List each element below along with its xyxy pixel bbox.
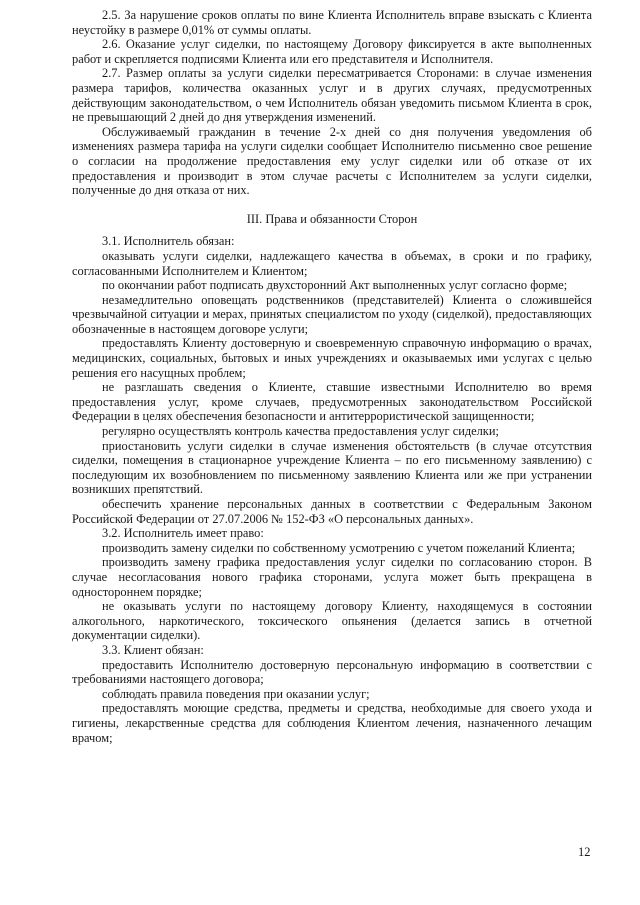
clause-3-1: 3.1. Исполнитель обязан: [102, 234, 235, 249]
list-item: по окончании работ подписать двухсторонний Акт выполненных услуг согласно форме; [102, 278, 568, 293]
list-item: предоставлять Клиенту достоверную и своевременную справочную информацию о врачах, медицинских, социальных, бытовых и иных учреждениях и оказываемых ими услугах с целью решения его насущных проблем; [72, 336, 592, 380]
section-title: III. Права и обязанности Сторон [246, 211, 418, 226]
list-item: незамедлительно оповещать родственников (представителей) Клиента о сложившейся чрезвычайной ситуации и мерах, принятых специалистом по уходу (сиделкой), предоставляющих обозначенные в настоящем договоре услуги; [72, 292, 592, 336]
clause-3-3: 3.3. Клиент обязан: [102, 642, 204, 657]
list-item: оказывать услуги сиделки, надлежащего качества в объемах, в сроки и по графику, согласованными Исполнителем и Клиентом; [72, 248, 592, 278]
list-item: приостановить услуги сиделки в случае изменения обстоятельств (в случае отсутствия сиделки, помещения в стационарное учреждение Клиента – по его письменному заявлению) с последующим их возобновлением по письменному заявлению Клиента или же при устранении возникших препятствий. [72, 438, 592, 497]
list-item: производить замену сиделки по собственному усмотрению с учетом пожеланий Клиента; [102, 540, 576, 555]
clause-2-5: 2.5. За нарушение сроков оплаты по вине Клиента Исполнитель вправе взыскать с Клиента неустойку в размере 0,01% от суммы оплаты. [72, 8, 592, 37]
list-item: обеспечить хранение персональных данных в соответствии с Федеральным Законом Российской Федерации от 27.07.2006 № 152-ФЗ «О персональных данных». [72, 497, 592, 526]
list-item: предоставить Исполнителю достоверную персональную информацию в соответствии с требованиями настоящего договора; [72, 657, 592, 687]
page-number: 12 [578, 845, 591, 859]
list-item: не разглашать сведения о Клиенте, ставшие известными Исполнителю во время предоставления услуг, кроме случаев, предусмотренных законодательством Российской Федерации в целях обеспечения безопасности и антитеррористической защищенности; [72, 380, 592, 424]
list-item: предоставлять моющие средства, предметы и средства, необходимые для своего ухода и гигиены, лекарственные средства для соблюдения Клиентом лечения, назначенного лечащим врачом; [72, 701, 592, 745]
clause-3-2: 3.2. Исполнитель имеет право: [102, 526, 264, 541]
clause-2-7: 2.7. Размер оплаты за услуги сиделки пересматривается Сторонами: в случае изменения размера тарифов, количества оказанных услуг и в других случаях, предусмотренных действующим законодательством, о чем Исполнитель обязан уведомить письмом Клиента в срок, не превышающий 2 дней до дня утверждения изменений. [72, 66, 592, 125]
document-page [72, 8, 592, 745]
spacer [72, 198, 592, 206]
list-item: соблюдать правила поведения при оказании услуг; [102, 686, 370, 701]
client-notice-paragraph: Обслуживаемый гражданин в течение 2-х дней со дня получения уведомления об изменениях размера тарифа на услуги сиделки сообщает Исполнителю письменно свое решение о согласии на продолжение предоставления ему услуг сиделки или об отказе от их предоставления и производит в этом случае расчеты с Исполнителем за услуги сиделки, полученные до дня отказа от них. [72, 124, 592, 198]
list-item: не оказывать услуги по настоящему договору Клиенту, находящемуся в состоянии алкогольного, наркотического, токсического опьянения (делается запись в отчетной документации сиделки). [72, 599, 592, 643]
clause-2-6: 2.6. Оказание услуг сиделки, по настоящему Договору фиксируется в акте выполненных работ и скрепляется подписями Клиента или его представителя и Исполнителя. [72, 37, 592, 66]
list-item: производить замену графика предоставления услуг сиделки по согласованию сторон. В случае несогласования нового графика сторонами, услуга может быть прекращена в одностороннем порядке; [72, 555, 592, 599]
list-item: регулярно осуществлять контроль качества предоставления услуг сиделки; [102, 424, 499, 439]
